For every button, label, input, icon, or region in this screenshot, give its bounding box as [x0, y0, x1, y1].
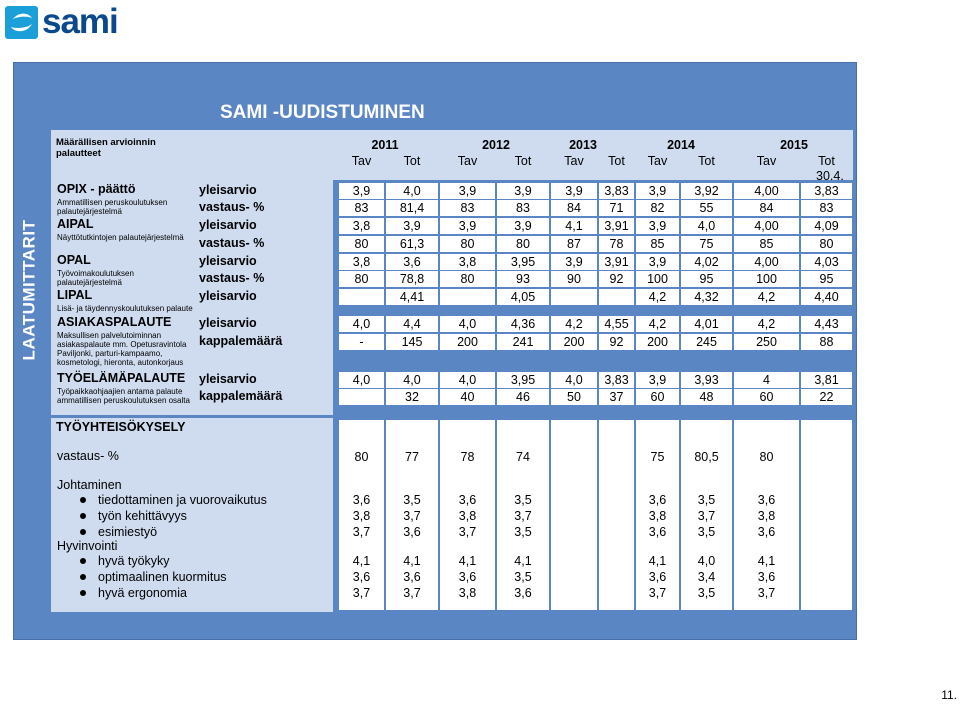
row-metric-label: vastaus- % [199, 200, 265, 214]
wellbeing-value: 3,6 [757, 570, 776, 584]
row-value: 200 [563, 335, 585, 349]
wellbeing-value: 3,4 [697, 570, 716, 584]
wellbeing-value: 4,1 [648, 554, 667, 568]
leadership-value: 3,7 [458, 525, 477, 539]
row-value: 200 [457, 335, 478, 349]
row-value: 81,4 [399, 201, 425, 215]
row-value: 4,43 [814, 317, 839, 331]
leadership-item [80, 494, 267, 507]
row-value: 3,9 [403, 219, 421, 233]
sami-logo-text: sami [42, 2, 118, 41]
table-cell [599, 289, 634, 305]
bullet-icon [80, 513, 86, 519]
row-value: 4 [763, 373, 770, 387]
row-metric-label: yleisarvio [199, 183, 257, 197]
sami-logo-mark-icon [5, 6, 38, 39]
row-value: 92 [609, 272, 624, 286]
row-value: 145 [401, 335, 423, 349]
wellbeing-value: 3,6 [514, 586, 532, 600]
wellbeing-value: 3,7 [403, 586, 421, 600]
row-value: 3,95 [510, 255, 536, 269]
row-value: 3,93 [694, 373, 719, 387]
row-value: 4,02 [694, 255, 719, 269]
row-value: 4,40 [814, 290, 839, 304]
bullet-icon [80, 558, 86, 564]
header-label: Määrällisen arvioinnin palautteet [56, 137, 156, 159]
leadership-value: 3,7 [403, 509, 421, 523]
row-group-description: Näyttötutkintojen palautejärjestelmä [57, 233, 184, 242]
leadership-value: 3,5 [697, 525, 716, 539]
row-value: 85 [759, 237, 774, 251]
workplace-title: TYÖYHTEISÖKYSELY [56, 420, 186, 434]
row-value: 3,83 [604, 184, 629, 198]
row-value: 40 [460, 390, 475, 404]
leadership-value: 3,5 [697, 493, 716, 507]
wellbeing-item-label: hyvä työkyky [98, 554, 170, 568]
row-value: 78 [609, 237, 624, 251]
wellbeing-item [80, 555, 170, 568]
row-value: 100 [647, 272, 668, 286]
year-label: 2013 [569, 138, 597, 152]
bullet-icon [80, 497, 86, 503]
subheader-label: Tav [647, 154, 668, 168]
row-value: 95 [819, 272, 834, 286]
row-value: 4,2 [757, 317, 776, 331]
wellbeing-value: 3,7 [757, 586, 776, 600]
row-value: 4,09 [814, 219, 839, 233]
row-value: 4,41 [399, 290, 425, 304]
leadership-value: 3,7 [697, 509, 716, 523]
row-group-label: LIPAL [57, 288, 93, 302]
row-value: 3,95 [510, 373, 536, 387]
row-value: 4,4 [403, 317, 421, 331]
leadership-item-label: esimiestyö [98, 525, 158, 539]
row-value: 37 [609, 390, 624, 404]
row-group-description: Lisä- ja täydennyskoulutuksen palaute [57, 304, 193, 313]
leadership-value: 3,8 [458, 509, 477, 523]
page-number: 11. [941, 688, 957, 702]
row-group-label: TYÖELÄMÄPALAUTE [57, 371, 186, 385]
row-value: 3,9 [352, 184, 371, 198]
row-value: 4,0 [352, 317, 371, 331]
row-value: 83 [460, 201, 475, 215]
row-value: 50 [567, 390, 581, 404]
row-value: 3,8 [458, 255, 477, 269]
row-value: 4,2 [648, 290, 667, 304]
row-value: 61,3 [399, 237, 425, 251]
leadership-value: 3,5 [514, 493, 532, 507]
row-value: 4,1 [565, 219, 583, 233]
row-metric-label: yleisarvio [199, 372, 257, 386]
row-value: 4,0 [565, 373, 583, 387]
row-value: 3,9 [648, 219, 667, 233]
row-value: 85 [650, 237, 665, 251]
leadership-value: 3,6 [648, 525, 667, 539]
row-value: 84 [567, 201, 581, 215]
subheader-label: Tot [698, 154, 715, 168]
row-value: 4,32 [694, 290, 719, 304]
leadership-value: 3,5 [514, 525, 532, 539]
wellbeing-value: 4,1 [458, 554, 477, 568]
wellbeing-item-label: optimaalinen kuormitus [98, 570, 227, 584]
last-date-label: 30.4. [816, 169, 844, 183]
subheader-label: Tot [403, 154, 421, 168]
year-label: 2014 [667, 138, 695, 152]
row-value: 241 [512, 335, 534, 349]
row-group-label: AIPAL [57, 217, 94, 231]
row-group-description: Ammatillisen peruskoulutuksen palautejärjestelmä [57, 198, 168, 216]
row-metric-label: yleisarvio [199, 218, 257, 232]
row-value: 4,0 [458, 317, 477, 331]
workplace-response-value: 74 [516, 450, 530, 464]
leadership-title: Johtaminen [57, 478, 122, 492]
subheader-label: Tav [756, 154, 777, 168]
row-value: 4,2 [648, 317, 667, 331]
subheader-label: Tav [564, 154, 584, 168]
workplace-response-value: 80 [354, 450, 369, 464]
workplace-cell [801, 420, 852, 610]
row-metric-label: vastaus- % [199, 236, 265, 250]
row-value: 80 [819, 237, 834, 251]
wellbeing-value: 4,0 [697, 554, 716, 568]
row-value: 3,9 [648, 184, 667, 198]
row-value: 100 [756, 272, 777, 286]
table-cell [339, 389, 384, 405]
leadership-value: 3,6 [757, 525, 776, 539]
row-group-description: Työvoimakoulutuksen palautejärjestelmä [57, 269, 134, 287]
row-group-label: ASIAKASPALAUTE [57, 315, 172, 329]
leadership-value: 3,6 [352, 493, 371, 507]
wellbeing-value: 4,1 [352, 554, 371, 568]
wellbeing-value: 3,5 [697, 586, 716, 600]
wellbeing-item [80, 587, 187, 600]
year-label: 2011 [371, 138, 399, 152]
wellbeing-item-label: hyvä ergonomia [98, 586, 187, 600]
row-value: 78,8 [399, 272, 425, 286]
row-value: 4,0 [352, 373, 371, 387]
table-cell [440, 289, 495, 305]
workplace-response-value: 75 [650, 450, 665, 464]
row-value: 60 [759, 390, 774, 404]
wellbeing-value: 3,6 [352, 570, 371, 584]
row-value: 3,9 [458, 219, 477, 233]
row-value: 4,03 [814, 255, 839, 269]
workplace-cell [599, 420, 634, 610]
wellbeing-value: 3,5 [514, 570, 532, 584]
row-group-description: Maksullisen palvelutoiminnan asiakaspalaute mm. Opetusravintola Paviljonki, parturi-kampaamo, kosmetologi, hieronta, autonkorjaus [57, 331, 187, 367]
row-value: 83 [354, 201, 369, 215]
row-value: 93 [516, 272, 530, 286]
subheader-label: Tot [818, 154, 835, 168]
wellbeing-title: Hyvinvointi [57, 539, 118, 553]
row-value: 245 [696, 335, 717, 349]
leadership-value: 3,5 [403, 493, 421, 507]
row-value: 80 [460, 237, 475, 251]
bullet-icon [80, 574, 86, 580]
row-value: 75 [699, 237, 714, 251]
table-cell [551, 289, 597, 305]
leadership-value: 3,7 [352, 525, 371, 539]
row-value: 46 [516, 390, 530, 404]
row-value: 3,9 [648, 373, 667, 387]
wellbeing-value: 4,1 [757, 554, 776, 568]
row-value: 4,0 [403, 373, 421, 387]
leadership-item [80, 510, 187, 523]
row-group-label: OPIX - päättö [57, 182, 136, 196]
row-value: 83 [819, 201, 834, 215]
wellbeing-value: 4,1 [514, 554, 532, 568]
leadership-item [80, 526, 157, 539]
row-value: 32 [405, 390, 419, 404]
leadership-item-label: työn kehittävyys [98, 509, 187, 523]
wellbeing-item [80, 571, 227, 584]
row-metric-label: yleisarvio [199, 316, 257, 330]
row-value: 60 [650, 390, 665, 404]
row-value: 3,9 [458, 184, 477, 198]
side-label: LAATUMITTARIT [19, 219, 39, 361]
row-value: 4,0 [403, 184, 421, 198]
bullet-icon [80, 590, 86, 596]
wellbeing-value: 3,6 [458, 570, 477, 584]
subheader-label: Tot [514, 154, 532, 168]
leadership-value: 3,8 [648, 509, 667, 523]
row-value: 3,9 [514, 184, 532, 198]
row-value: 200 [647, 335, 668, 349]
subheader-label: Tav [351, 154, 372, 168]
row-value: 3,9 [648, 255, 667, 269]
year-label: 2015 [780, 138, 808, 152]
workplace-response-value: 80,5 [694, 450, 719, 464]
row-value: 3,91 [604, 255, 629, 269]
subheader-label: Tot [608, 154, 625, 168]
sami-logo [5, 4, 118, 40]
row-value: 82 [650, 201, 665, 215]
wellbeing-value: 3,6 [648, 570, 667, 584]
row-value: 4,36 [510, 317, 536, 331]
row-value: 3,9 [514, 219, 532, 233]
row-value: 4,01 [694, 317, 719, 331]
row-metric-label: kappalemäärä [199, 334, 283, 348]
workplace-cell [551, 420, 597, 610]
row-value: 3,91 [604, 219, 629, 233]
row-metric-label: kappalemäärä [199, 389, 283, 403]
row-metric-label: yleisarvio [199, 254, 257, 268]
row-value: 4,0 [458, 373, 477, 387]
row-value: 3,6 [403, 255, 421, 269]
year-label: 2012 [482, 138, 510, 152]
row-value: 92 [609, 335, 624, 349]
row-value: 80 [354, 272, 369, 286]
row-group-description: Työpaikkaohjaajien antama palaute ammatillisen peruskoulutuksen osalta [57, 387, 190, 405]
row-value: 3,83 [814, 184, 839, 198]
workplace-response-label: vastaus- % [57, 449, 119, 463]
row-value: 88 [819, 335, 834, 349]
leadership-value: 3,6 [648, 493, 667, 507]
row-value: 3,81 [814, 373, 839, 387]
row-value: 4,00 [754, 219, 779, 233]
row-value: 250 [756, 335, 777, 349]
leadership-value: 3,8 [757, 509, 776, 523]
row-value: 83 [516, 201, 530, 215]
page-title: SAMI -UUDISTUMINEN [220, 102, 425, 123]
row-value: 3,92 [694, 184, 719, 198]
row-value: 3,8 [352, 219, 371, 233]
row-value: 3,9 [565, 184, 583, 198]
row-value: 95 [699, 272, 714, 286]
row-value: 4,2 [757, 290, 776, 304]
row-value: 80 [460, 272, 475, 286]
leadership-value: 3,7 [514, 509, 532, 523]
workplace-response-value: 77 [405, 450, 419, 464]
bullet-icon [80, 529, 86, 535]
row-value: 4,05 [510, 290, 536, 304]
wellbeing-value: 3,6 [403, 570, 421, 584]
wellbeing-value: 4,1 [403, 554, 421, 568]
row-value: 90 [567, 272, 581, 286]
row-value: 48 [699, 390, 714, 404]
row-value: 4,00 [754, 255, 779, 269]
row-value: - [359, 335, 364, 349]
leadership-item-label: tiedottaminen ja vuorovaikutus [98, 493, 267, 507]
row-value: 55 [699, 201, 714, 215]
row-value: 87 [567, 237, 581, 251]
row-value: 3,9 [565, 255, 583, 269]
row-value: 4,55 [604, 317, 629, 331]
row-group-label: OPAL [57, 253, 91, 267]
row-metric-label: yleisarvio [199, 289, 257, 303]
wellbeing-value: 3,7 [352, 586, 371, 600]
row-metric-label: vastaus- % [199, 271, 265, 285]
row-value: 22 [819, 390, 834, 404]
row-value: 3,8 [352, 255, 371, 269]
wellbeing-value: 3,7 [648, 586, 667, 600]
wellbeing-value: 3,8 [458, 586, 477, 600]
row-value: 4,00 [754, 184, 779, 198]
row-value: 3,83 [604, 373, 629, 387]
leadership-value: 3,6 [757, 493, 776, 507]
row-value: 84 [759, 201, 774, 215]
leadership-value: 3,8 [352, 509, 371, 523]
workplace-response-value: 78 [460, 450, 475, 464]
row-value: 80 [516, 237, 530, 251]
row-value: 80 [354, 237, 369, 251]
table-cell [339, 289, 384, 305]
subheader-label: Tav [457, 154, 478, 168]
row-value: 4,0 [697, 219, 716, 233]
row-value: 71 [609, 201, 624, 215]
leadership-value: 3,6 [458, 493, 477, 507]
row-value: 4,2 [565, 317, 583, 331]
workplace-response-value: 80 [759, 450, 774, 464]
leadership-value: 3,6 [403, 525, 421, 539]
